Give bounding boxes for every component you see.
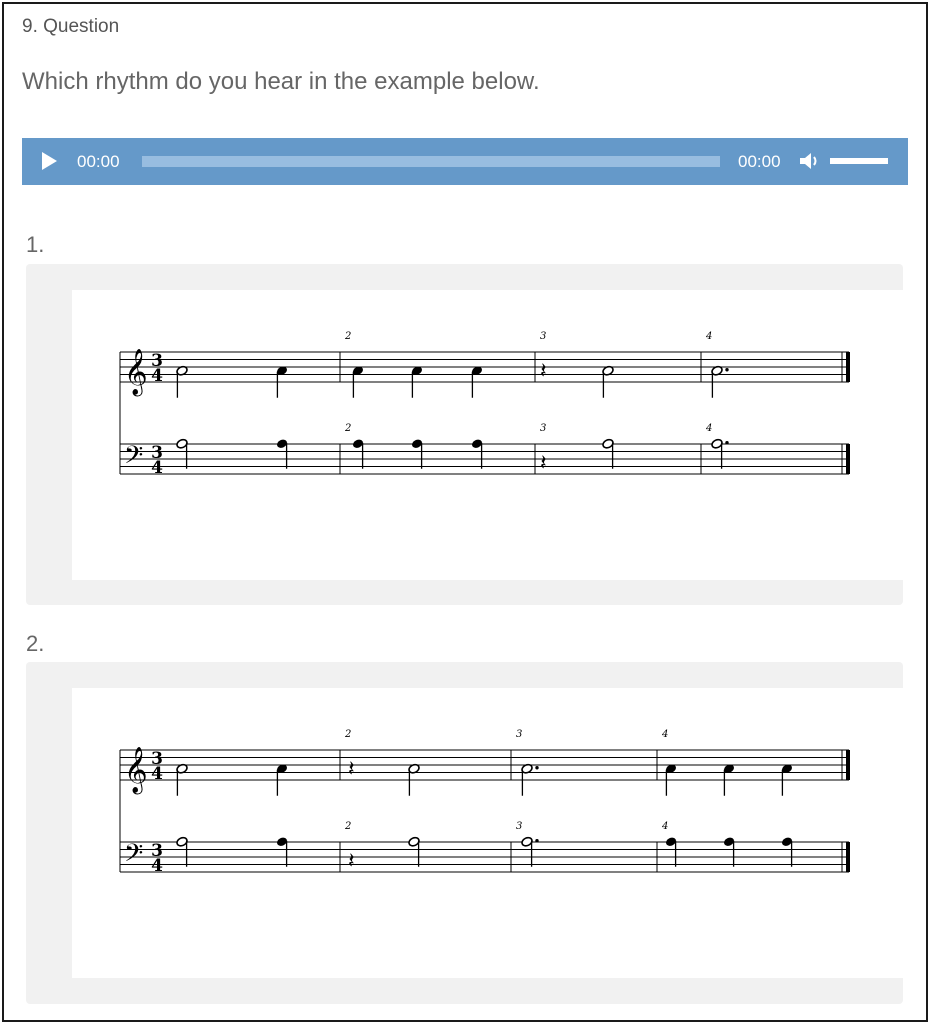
- treble-clef-icon: 𝄞: [124, 349, 148, 395]
- option-1-score: [72, 290, 903, 580]
- note-dot: [725, 368, 728, 371]
- measure-number: 3: [540, 423, 547, 434]
- time-signature-top: 3: [151, 749, 163, 769]
- measure-number: 3: [516, 821, 523, 832]
- time-signature-top: 3: [151, 841, 163, 861]
- final-bar-thick: [846, 352, 850, 382]
- measure-number: 2: [345, 331, 352, 342]
- measure-number: 3: [516, 729, 523, 740]
- current-time: 00:00: [77, 152, 120, 171]
- note-dot: [535, 839, 538, 842]
- quarter-rest-icon: 𝄽: [540, 359, 547, 384]
- time-signature-top: 3: [151, 443, 163, 463]
- time-signature-bottom: 4: [151, 458, 163, 478]
- final-bar-thick: [846, 750, 850, 780]
- measure-number: 2: [345, 423, 352, 434]
- note-dot: [725, 441, 728, 444]
- volume-icon[interactable]: [798, 150, 820, 172]
- final-bar-thick: [846, 444, 850, 474]
- bass-clef-icon: 𝄢: [124, 839, 144, 874]
- measure-number: 2: [345, 821, 352, 832]
- note-dot: [535, 766, 538, 769]
- score-2-svg: [72, 688, 903, 978]
- measure-number: 3: [540, 331, 547, 342]
- measure-number: 4: [662, 729, 669, 740]
- time-signature-bottom: 4: [151, 764, 163, 784]
- measure-number: 2: [345, 729, 352, 740]
- quarter-rest-icon: 𝄽: [348, 757, 355, 782]
- option-1-label: 1.: [26, 232, 45, 257]
- score-1-svg: [72, 290, 903, 580]
- duration: 00:00: [738, 152, 781, 171]
- option-2-label: 2.: [26, 631, 45, 656]
- quarter-rest-icon: 𝄽: [540, 451, 547, 476]
- bass-clef-icon: 𝄢: [124, 441, 144, 476]
- measure-number: 4: [662, 821, 669, 832]
- option-2-score: [72, 688, 903, 978]
- question-panel: [2, 2, 928, 1022]
- question-number: 9. Question: [22, 16, 120, 37]
- audio-player: [22, 138, 908, 185]
- treble-clef-icon: 𝄞: [124, 747, 148, 793]
- time-signature-bottom: 4: [151, 856, 163, 876]
- volume-slider[interactable]: [830, 158, 888, 164]
- option-2[interactable]: [26, 662, 903, 1004]
- play-icon[interactable]: [42, 152, 57, 170]
- time-signature-top: 3: [151, 351, 163, 371]
- question-text: Which rhythm do you hear in the example below.: [22, 68, 540, 95]
- final-bar-thick: [846, 842, 850, 872]
- quarter-rest-icon: 𝄽: [348, 849, 355, 874]
- option-1[interactable]: [26, 264, 903, 605]
- progress-track[interactable]: [142, 156, 720, 167]
- measure-number: 4: [706, 423, 713, 434]
- time-signature-bottom: 4: [151, 366, 163, 386]
- measure-number: 4: [706, 331, 713, 342]
